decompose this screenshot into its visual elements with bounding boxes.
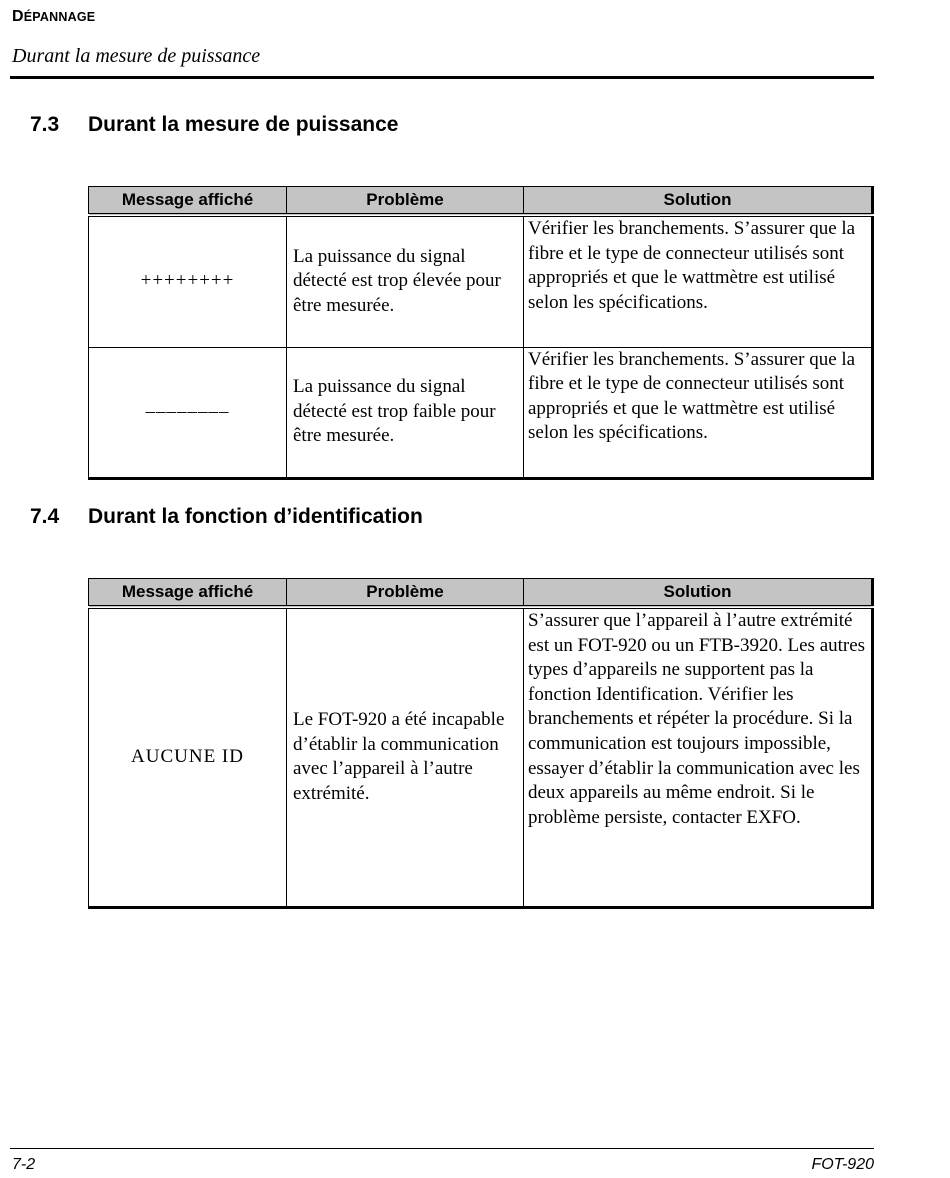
table-header-row xyxy=(89,187,873,216)
troubleshooting-table-identification xyxy=(88,578,874,909)
message-cell: ++++++++ xyxy=(89,215,287,347)
section-heading-7-3 xyxy=(30,113,398,137)
problem-cell: Le FOT-920 a été incapable d’établir la communication avec l’appareil à l’autre extrémité. xyxy=(287,607,524,907)
solution-cell: S’assurer que l’appareil à l’autre extrémité est un FOT-920 ou un FTB-3920. Les autres types d’appareils ne supportent pas la fonction Identification. Vérifier les branchements et répéter la procédure. Si la communication est toujours impossible, essayer d’établir la communication avec les deux appareils au même endroit. Si le problème persiste, contacter EXFO. xyxy=(524,607,873,907)
running-subtitle: Durant la mesure de puissance xyxy=(12,45,261,67)
problem-cell: La puissance du signal détecté est trop élevée pour être mesurée. xyxy=(287,215,524,347)
problem-cell: La puissance du signal détecté est trop faible pour être mesurée. xyxy=(287,347,524,478)
table-header-row xyxy=(89,579,873,608)
running-header xyxy=(12,8,95,26)
section-number: 7.3 xyxy=(30,113,60,136)
message-cell: AUCUNE ID xyxy=(89,607,287,907)
header-rule xyxy=(10,76,874,79)
column-header-solution: Solution xyxy=(524,187,873,216)
table-row xyxy=(89,215,873,347)
column-header-problem: Problème xyxy=(287,187,524,216)
section-number: 7.4 xyxy=(30,505,60,528)
column-header-solution: Solution xyxy=(524,579,873,608)
page-number: 7-2 xyxy=(12,1156,36,1173)
column-header-message: Message affiché xyxy=(89,579,287,608)
footer-rule xyxy=(10,1148,874,1149)
running-header-initial: D xyxy=(12,8,24,25)
message-cell: –––––––– xyxy=(89,347,287,478)
table-row xyxy=(89,347,873,478)
column-header-problem: Problème xyxy=(287,579,524,608)
section-heading-7-4 xyxy=(30,505,423,529)
troubleshooting-table-power xyxy=(88,186,874,480)
solution-cell: Vérifier les branchements. S’assurer que la fibre et le type de connecteur utilisés sont appropriés et que le wattmètre est utilisé selon les spécifications. xyxy=(524,215,873,347)
solution-cell: Vérifier les branchements. S’assurer que la fibre et le type de connecteur utilisés sont appropriés et que le wattmètre est utilisé selon les spécifications. xyxy=(524,347,873,478)
running-header-rest: ÉPANNAGE xyxy=(23,10,96,24)
table-row xyxy=(89,607,873,907)
section-title: Durant la mesure de puissance xyxy=(88,113,399,136)
product-name: FOT-920 xyxy=(811,1156,874,1173)
section-title: Durant la fonction d’identification xyxy=(88,505,423,528)
column-header-message: Message affiché xyxy=(89,187,287,216)
